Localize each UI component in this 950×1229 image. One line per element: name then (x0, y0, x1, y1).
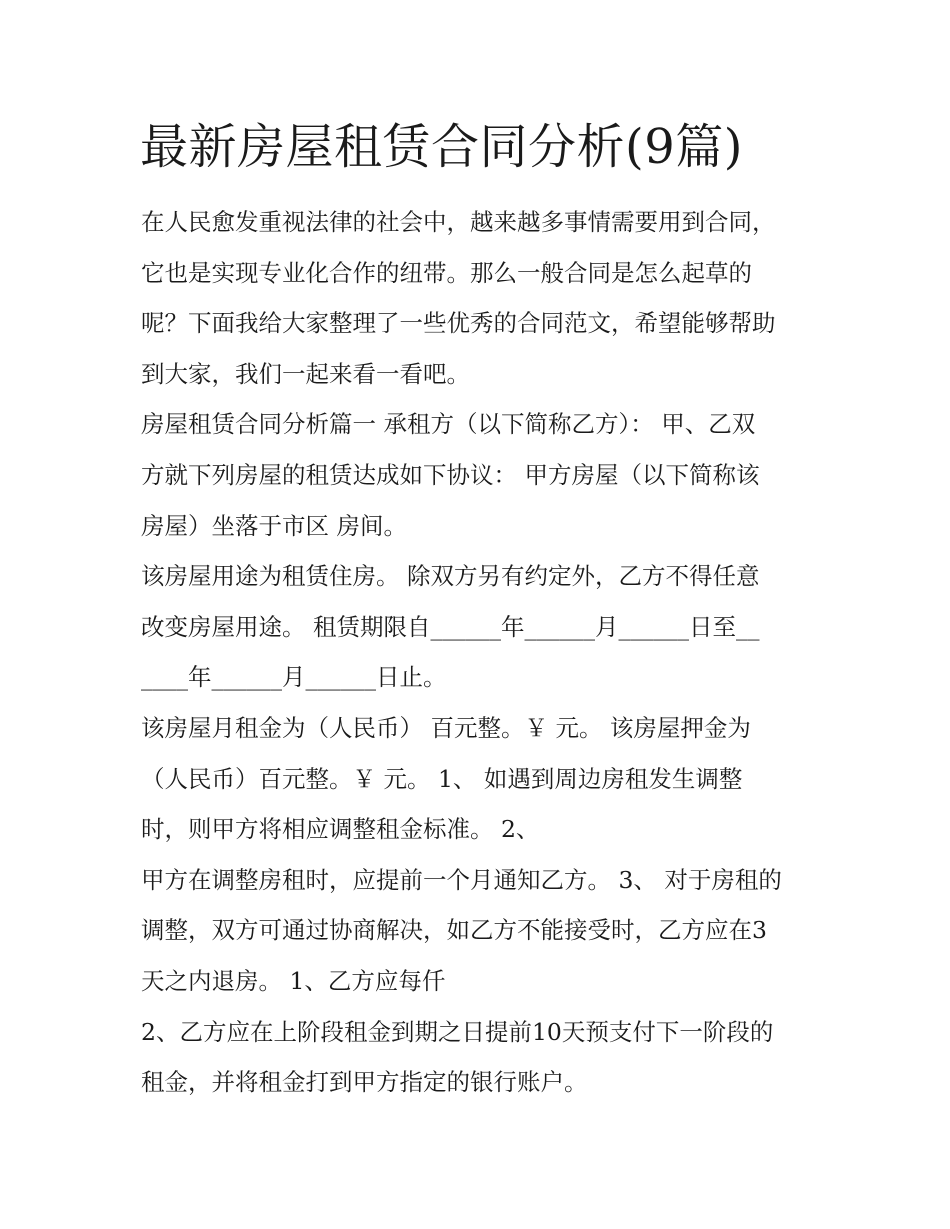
body-line: 时，则甲方将相应调整租金标准。 2、 (141, 815, 540, 844)
body-line: 在人民愈发重视法律的社会中，越来越多事情需要用到合同， (141, 208, 776, 236)
body-line: 房屋租赁合同分析篇一 承租方（以下简称乙方）： 甲、乙双 (141, 410, 756, 439)
body-line: 呢？下面我给大家整理了一些优秀的合同范文，希望能够帮助 (141, 309, 776, 338)
body-line: 到大家，我们一起来看一看吧。 (141, 359, 470, 388)
body-line: 调整，双方可通过协商解决，如乙方不能接受时，乙方应在3 (141, 916, 767, 945)
body-line: 它也是实现专业化合作的纽带。那么一般合同是怎么起草的 (141, 258, 752, 287)
body-line: 租金，并将租金打到甲方指定的银行账户。 (141, 1068, 588, 1097)
body-line: 2、乙方应在上阶段租金到期之日提前10天预支付下一阶段的 (141, 1017, 774, 1046)
body-line: 改变房屋用途。 租赁期限自______年______月______日至__ (141, 612, 760, 641)
document-title: 最新房屋租赁合同分析(9篇) (140, 119, 743, 175)
body-line: 方就下列房屋的租赁达成如下协议： 甲方房屋（以下简称该 (141, 460, 760, 489)
document-body (141, 197, 831, 1108)
body-line: ____年______月______日止。 (141, 663, 447, 692)
body-line: 天之内退房。 1、乙方应每仟 (141, 966, 446, 995)
body-line: 该房屋月租金为（人民币） 百元整。￥ 元。 该房屋押金为 (141, 713, 751, 742)
body-line: 该房屋用途为租赁住房。 除双方另有约定外，乙方不得任意 (141, 562, 760, 591)
body-line: （人民币）百元整。￥ 元。 1、 如遇到周边房租发生调整 (141, 764, 743, 793)
body-line: 房屋）坐落于市区 房间。 (141, 511, 407, 540)
body-line: 甲方在调整房租时，应提前一个月通知乙方。 3、 对于房租的 (141, 865, 782, 894)
